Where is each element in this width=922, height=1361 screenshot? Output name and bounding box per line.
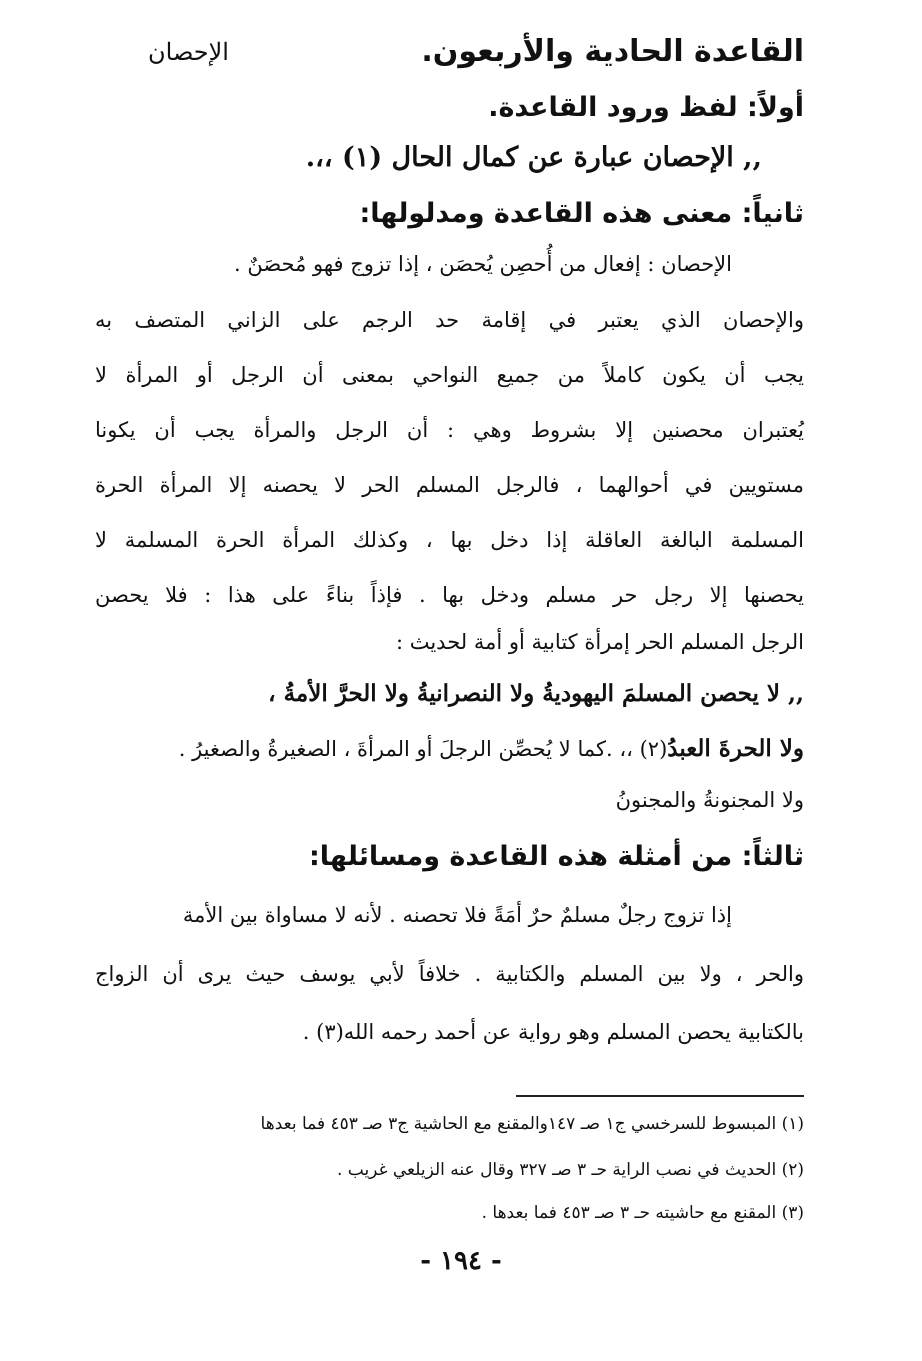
paragraph-line: مستويين في أحوالهما ، فالرجل المسلم الحر لا يحصنه إلا المرأة الحرة xyxy=(95,473,804,497)
paragraph-line: يُعتبران محصنين إلا بشروط وهي : أن الرجل والمرأة يجب أن يكونا xyxy=(95,418,804,442)
hadith-quote-cont xyxy=(179,735,804,762)
hadith-quote-bold: ولا الحرةَ العبدُ xyxy=(667,735,804,762)
section-heading-1: أولاً: لفظ ورود القاعدة. xyxy=(488,92,804,123)
paragraph-line: بالكتابية يحصن المسلم وهو رواية عن أحمد رحمه الله(٣) . xyxy=(302,1020,804,1044)
footnote-1: (١) المبسوط للسرخسي ج١ صـ ١٤٧والمقنع مع الحاشية ج٣ صـ ٤٥٣ فما بعدها xyxy=(260,1114,804,1134)
paragraph-line: إذا تزوج رجلٌ مسلمٌ حرٌ أمَةً فلا تحصنه . لأنه لا مساواة بين الأمة xyxy=(182,903,732,927)
footnote-3: (٣) المقنع مع حاشيته حـ ٣ صـ ٤٥٣ فما بعدها . xyxy=(481,1203,804,1223)
hadith-quote-rest: (٢) ،، .كما لا يُحصِّن الرجلَ أو المرأةَ ، الصغيرةُ والصغيرُ . xyxy=(178,737,668,761)
chapter-title: القاعدة الحادية والأربعون. xyxy=(421,34,804,69)
running-topic: الإحصان xyxy=(148,38,229,66)
paragraph-line: المسلمة البالغة العاقلة إذا دخل بها ، وكذلك المرأة الحرة المسلمة لا xyxy=(95,528,804,552)
paragraph-line: يجب أن يكون كاملاً من جميع النواحي بمعنى أن الرجل أو المرأة لا xyxy=(95,363,804,387)
paragraph-line: يحصنها إلا رجل حر مسلم ودخل بها . فإذاً بناءً على هذا : فلا يحصن xyxy=(95,583,804,607)
hadith-quote: ,, لا يحصن المسلمَ اليهوديةُ ولا النصرانيةُ ولا الحرَّ الأمةُ ، xyxy=(268,680,804,707)
paragraph-line: والإحصان الذي يعتبر في إقامة حد الرجم على الزاني المتصف به xyxy=(95,308,804,332)
section-heading-2: ثانياً: معنى هذه القاعدة ومدلولها: xyxy=(359,198,804,229)
paragraph-line: والحر ، ولا بين المسلم والكتابية . خلافاً لأبي يوسف حيث يرى أن الزواج xyxy=(95,962,804,986)
rule-statement: ,, الإحصان عبارة عن كمال الحال (١) ،،. xyxy=(305,142,762,173)
paragraph-line: الرجل المسلم الحر إمرأة كتابية أو أمة لحديث : xyxy=(395,630,804,654)
footnote-divider xyxy=(516,1095,804,1097)
page-number: - ١٩٤ - xyxy=(420,1246,502,1276)
paragraph-line: الإحصان : إفعال من أُحصِن يُحصَن ، إذا تزوج فهو مُحصَنٌ . xyxy=(233,252,732,276)
footnote-2: (٢) الحديث في نصب الراية حـ ٣ صـ ٣٢٧ وقال عنه الزيلعي غريب . xyxy=(336,1160,804,1180)
section-heading-3: ثالثاً: من أمثلة هذه القاعدة ومسائلها: xyxy=(308,841,804,872)
paragraph-line: ولا المجنونةُ والمجنونُ xyxy=(615,788,804,812)
